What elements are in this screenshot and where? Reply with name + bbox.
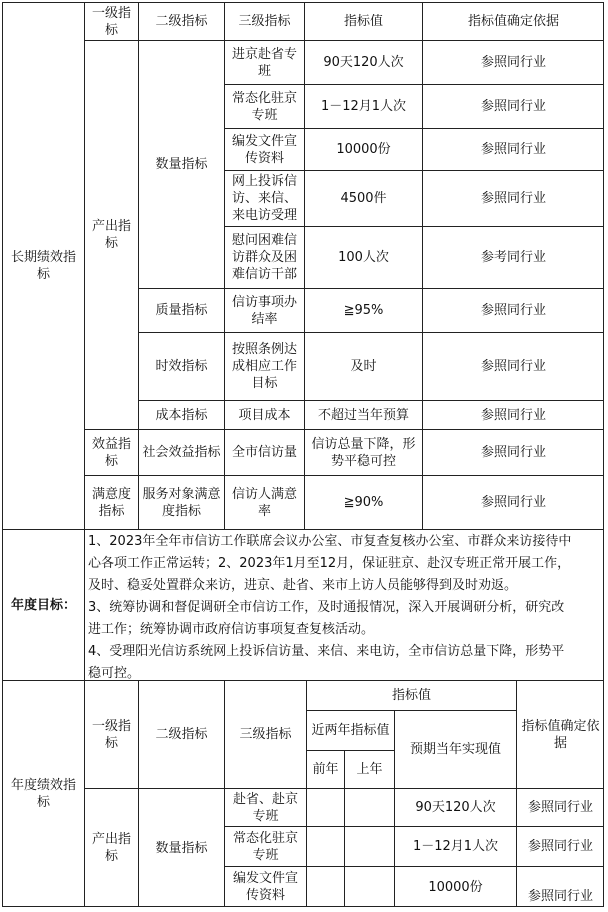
section-annual [2, 680, 84, 907]
row-expected-text: 1－12月1人次 [412, 839, 499, 854]
header-level2-text: 二级指标 [155, 14, 208, 29]
section-annual-label: 年度绩效指标 [10, 778, 76, 810]
table-row-l3 [224, 429, 304, 475]
row-basis-text: 参照同行业 [480, 445, 546, 460]
row-expected-text: 90天120人次 [415, 800, 496, 815]
level1-output [84, 788, 138, 907]
annual-goal-line: 3、统筹协调和督促调研全市信访工作，及时通报情况，深入开展调研分析，研究改 [88, 600, 565, 615]
header-recent-text: 近两年指标值 [311, 723, 390, 738]
row-value-text: ≧90% [343, 495, 384, 510]
row-l3-text: 网上投诉信访、来信、来电访受理 [231, 174, 297, 223]
table-row-basis [516, 788, 604, 826]
table-row-l3 [224, 826, 306, 866]
table-row-prev [306, 866, 344, 907]
header-level2 [138, 2, 224, 40]
table-row-basis [422, 226, 604, 288]
section-long-term-label: 长期绩效指标 [10, 250, 76, 282]
level1-satisfaction [84, 475, 138, 529]
level2-cost [138, 400, 224, 429]
row-value-text: ≧95% [343, 303, 384, 318]
table-row-value [304, 170, 422, 226]
row-expected-text: 10000份 [428, 879, 483, 895]
section-long-term [2, 2, 84, 529]
row-value-text: 4500件 [340, 191, 387, 206]
level2-cost-text: 成本指标 [155, 407, 208, 423]
header-level1-text: 一级指标 [91, 718, 131, 751]
level2-quantity [138, 788, 224, 907]
table-row-value [304, 40, 422, 84]
row-basis-text: 参照同行业 [480, 99, 546, 114]
row-l3-text: 信访事项办结率 [231, 294, 297, 327]
annual-goal-label [2, 529, 84, 680]
level1-benefit [84, 429, 138, 475]
header-prev [306, 750, 344, 788]
header-basis [422, 2, 604, 40]
level2-quality-text: 质量指标 [155, 303, 208, 318]
row-l3-text: 常态化驻京专班 [232, 830, 298, 863]
table-row-basis [422, 332, 604, 400]
header-basis-text: 指标值确定依据 [521, 718, 600, 751]
row-basis-text: 参照同行业 [527, 889, 593, 904]
level1-output [84, 40, 138, 429]
level2-quality [138, 288, 224, 332]
table-row-last [344, 788, 394, 826]
header-level1 [84, 680, 138, 788]
table-row-basis [422, 128, 604, 170]
level2-quantity-text: 数量指标 [155, 157, 208, 172]
row-l3-text: 信访人满意率 [231, 486, 297, 519]
table-row-basis [516, 826, 604, 866]
row-basis-text: 参照同行业 [480, 55, 546, 70]
table-row-basis [422, 170, 604, 226]
row-value-text: 100人次 [338, 250, 389, 265]
row-basis-text: 参照同行业 [480, 359, 546, 374]
header-last [344, 750, 394, 788]
level1-output-text: 产出指标 [91, 832, 131, 864]
level1-satisfaction-text: 满意度指标 [91, 486, 131, 519]
table-row-l3 [224, 84, 304, 128]
table-row-basis [422, 84, 604, 128]
level2-timeliness-text: 时效指标 [155, 359, 208, 374]
level1-benefit-text: 效益指标 [91, 436, 131, 469]
table-row-l3 [224, 288, 304, 332]
table-row-l3 [224, 788, 306, 826]
level2-social-text: 社会效益指标 [142, 445, 221, 460]
table-row-last [344, 866, 394, 907]
table-row-l3 [224, 40, 304, 84]
table-row-value [304, 332, 422, 400]
row-basis-text: 参照同行业 [480, 495, 546, 510]
level2-timeliness [138, 332, 224, 400]
header-prev-text: 前年 [312, 762, 339, 777]
table-row-basis [516, 866, 604, 907]
header-basis-text: 指标值确定依据 [467, 14, 559, 29]
table-row-l3 [224, 128, 304, 170]
header-level2-text: 二级指标 [155, 727, 208, 742]
header-level3-text: 三级指标 [238, 14, 291, 29]
level1-output-text: 产出指标 [91, 219, 131, 251]
header-recent [306, 710, 394, 750]
row-l3-text: 常态化驻京专班 [231, 90, 297, 123]
table-row-l3 [224, 170, 304, 226]
row-l3-text: 编发文件宣传资料 [232, 871, 298, 903]
table-row-expected [394, 826, 516, 866]
table-row-l3 [224, 226, 304, 288]
table-row-basis [422, 475, 604, 529]
annual-goal-line: 进工作；统筹协调市政府信访事项复查复核活动。 [88, 622, 375, 637]
level2-quantity-text: 数量指标 [155, 840, 208, 856]
table-row-l3 [224, 400, 304, 429]
row-l3-text: 编发文件宣传资料 [231, 133, 297, 166]
row-basis-text: 参照同行业 [527, 800, 593, 815]
table-row-basis [422, 429, 604, 475]
row-l3-text: 按照条例达成相应工作目标 [231, 342, 297, 391]
row-basis-text: 参照同行业 [480, 303, 546, 318]
row-value-text: 90天120人次 [323, 55, 404, 70]
row-value-text: 1－12月1人次 [320, 99, 407, 114]
row-basis-text: 参照同行业 [480, 407, 546, 423]
annual-goal-text [88, 531, 602, 685]
header-level2 [138, 680, 224, 788]
table-row-basis [422, 40, 604, 84]
table-row-value [304, 400, 422, 429]
row-value-text: 10000份 [336, 142, 391, 157]
table-row-basis [422, 400, 604, 429]
header-level1 [84, 2, 138, 40]
table-row-prev [306, 788, 344, 826]
row-value-text: 及时 [350, 359, 377, 374]
table-row-l3 [224, 332, 304, 400]
table-row-expected [394, 788, 516, 826]
row-basis-text: 参考同行业 [480, 250, 546, 265]
table-row-value [304, 128, 422, 170]
header-value-text: 指标值 [391, 688, 431, 703]
header-level3 [224, 2, 304, 40]
header-value [306, 680, 516, 710]
row-value-text: 信访总量下降，形势平稳可控 [311, 436, 416, 469]
level2-service-text: 服务对象满意度指标 [142, 486, 221, 519]
row-value-text: 不超过当年预算 [317, 407, 409, 423]
header-level1-text: 一级指标 [91, 5, 131, 38]
row-l3-text: 赴省、赴京专班 [232, 791, 298, 824]
annual-goal-label-text: 年度目标： [10, 597, 76, 613]
row-l3-text: 项目成本 [238, 407, 291, 423]
header-value [304, 2, 422, 40]
table-row-l3 [224, 475, 304, 529]
row-basis-text: 参照同行业 [480, 142, 546, 157]
annual-goal-line: 4、受理阳光信访系统网上投诉信访量、来信、来电访，全市信访总量下降，形势平 [88, 644, 565, 659]
table-row-value [304, 84, 422, 128]
row-l3-text: 全市信访量 [231, 445, 297, 460]
header-last-text: 上年 [356, 762, 383, 777]
table-row-basis [422, 288, 604, 332]
header-expected-text: 预期当年实现值 [409, 742, 501, 757]
table-row-value [304, 475, 422, 529]
annual-goal-line: 心各项工作正常运转；2、2023年1月至12月，保证驻京、赴汉专班正常开展工作， [88, 556, 571, 571]
table-row-prev [306, 826, 344, 866]
header-basis [516, 680, 604, 788]
annual-goal-line: 及时、稳妥处置群众来访，进京、赴省、来市上访人员能够得到及时劝返。 [88, 578, 518, 593]
level2-social [138, 429, 224, 475]
table-row-value [304, 288, 422, 332]
row-basis-text: 参照同行业 [527, 839, 593, 854]
table-row-expected [394, 866, 516, 907]
header-expected [394, 710, 516, 788]
row-l3-text: 慰问困难信访群众及困难信访干部 [231, 233, 297, 282]
row-basis-text: 参照同行业 [480, 191, 546, 206]
level2-quantity [138, 40, 224, 288]
header-level3-text: 三级指标 [239, 727, 292, 742]
header-level3 [224, 680, 306, 788]
table-row-value [304, 429, 422, 475]
table-row-value [304, 226, 422, 288]
header-value-text: 指标值 [343, 14, 383, 29]
level2-service [138, 475, 224, 529]
annual-goal-line: 稳可控。 [88, 666, 141, 681]
row-l3-text: 进京赴省专班 [231, 46, 297, 79]
table-row-last [344, 826, 394, 866]
table-row-l3 [224, 866, 306, 907]
annual-goal-line: 1、2023年全年市信访工作联席会议办公室、市复查复核办公室、市群众来访接待中 [88, 534, 572, 549]
